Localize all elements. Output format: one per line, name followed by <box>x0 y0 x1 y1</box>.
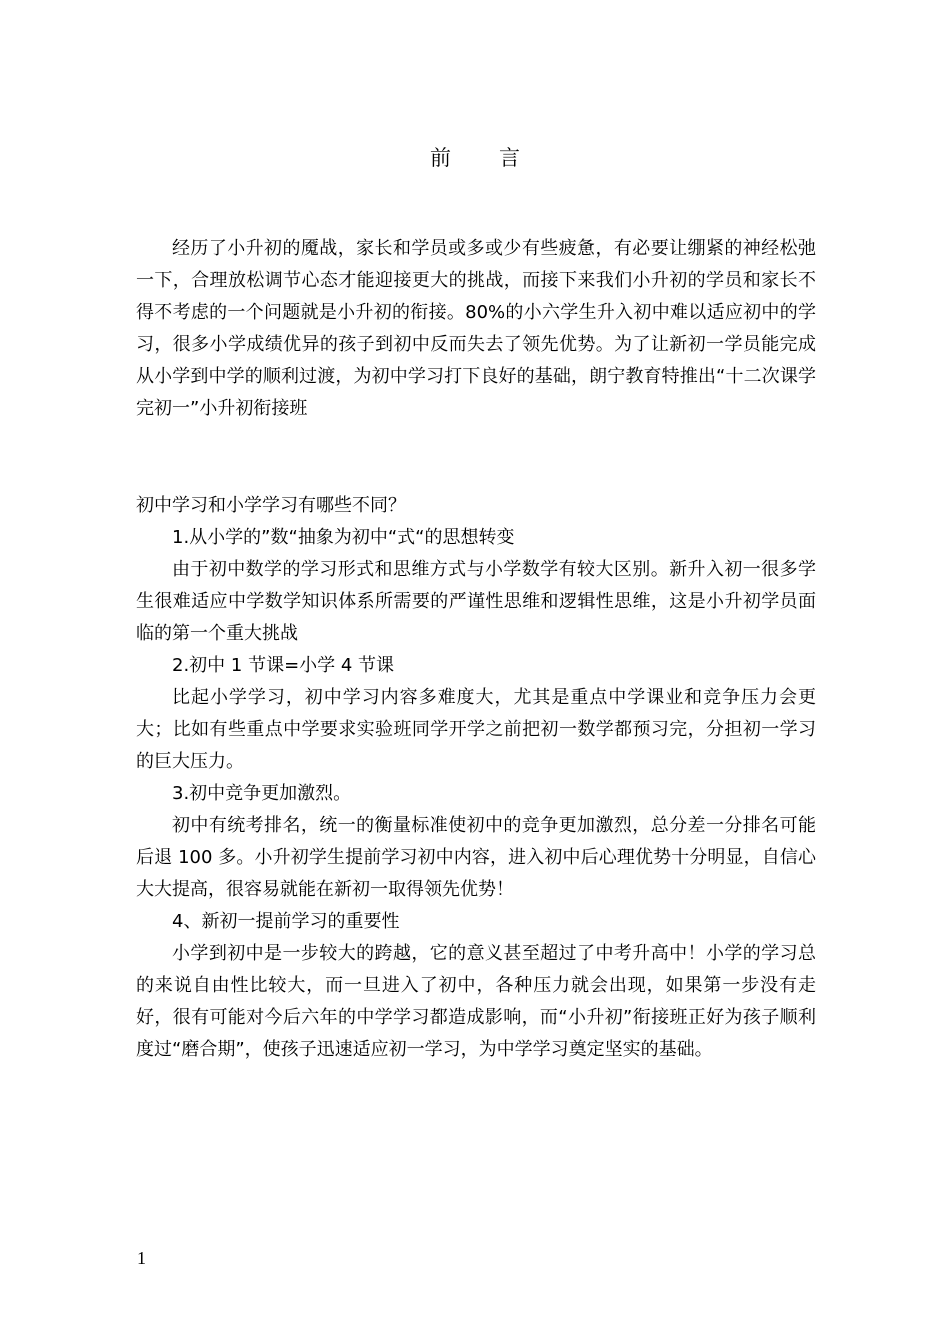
section-heading-3: 3.初中竞争更加激烈。 <box>172 783 352 804</box>
intro-section <box>136 233 816 425</box>
section-body-4: 小学到初中是一步较大的跨越，它的意义甚至超过了中考升高中！小学的学习总的来说自由性比较大，而一旦进入了初中，各种压力就会出现，如果第一步没有走好，很有可能对今后六年的中学学习都造成影响，而“小升初”衔接班正好为孩子顺利度过“磨合期”，使孩子迅速适应初一学习，为中学学习奠定坚实的基础。 <box>136 943 816 1060</box>
section-body-2: 比起小学学习，初中学习内容多难度大，尤其是重点中学课业和竞争压力会更大；比如有些重点中学要求实验班同学开学之前把初一数学都预习完，分担初一学习的巨大压力。 <box>136 687 816 772</box>
page-title: 前言 <box>430 146 568 170</box>
section-heading-1: 1.从小学的”数“抽象为初中“式“的思想转变 <box>172 527 515 548</box>
intro-paragraph: 经历了小升初的魇战，家长和学员或多或少有些疲惫，有必要让绷紧的神经松弛一下，合理放松调节心态才能迎接更大的挑战，而接下来我们小升初的学员和家长不得不考虑的一个问题就是小升初的衔接。80%的小六学生升入初中难以适应初中的学习，很多小学成绩优异的孩子到初中反而失去了领先优势。为了让新初一学员能完成从小学到中学的顺利过渡，为初中学习打下良好的基础，朗宁教育特推出“十二次课学完初一”小升初衔接班 <box>136 238 816 419</box>
section-body-1: 由于初中数学的学习形式和思维方式与小学数学有较大区别。新升入初一很多学生很难适应中学数学知识体系所需要的严谨性思维和逻辑性思维，这是小升初学员面临的第一个重大挑战 <box>136 559 816 644</box>
section-body-3: 初中有统考排名，统一的衡量标准使初中的竞争更加激烈，总分差一分排名可能后退 100 多。小升初学生提前学习初中内容，进入初中后心理优势十分明显，自信心大大提高，很容易就能在新初一取得领先优势！ <box>136 815 816 900</box>
section-heading-4: 4、新初一提前学习的重要性 <box>172 911 400 932</box>
section-heading-2: 2.初中 1 节课=小学 4 节课 <box>172 655 395 676</box>
section-question: 初中学习和小学学习有哪些不同？ <box>136 495 406 516</box>
page-number: 1 <box>137 1248 146 1268</box>
comparison-section <box>136 490 816 1066</box>
